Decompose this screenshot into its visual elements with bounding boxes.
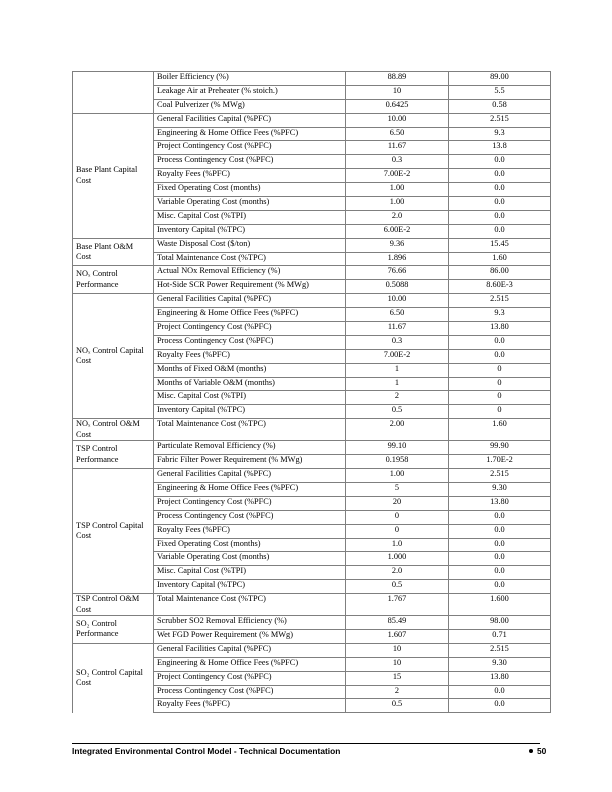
parameter-cell: Project Contingency Cost (%PFC) <box>154 322 346 336</box>
parameter-cell: General Facilities Capital (%PFC) <box>154 294 346 308</box>
value-cell-1: 76.66 <box>346 266 449 280</box>
parameter-cell: Variable Operating Cost (months) <box>154 552 346 566</box>
parameter-cell: Project Contingency Cost (%PFC) <box>154 671 346 685</box>
value-cell-1: 20 <box>346 496 449 510</box>
value-cell-1: 0.5 <box>346 580 449 594</box>
value-cell-1: 7.00E-2 <box>346 169 449 183</box>
value-cell-2: 98.00 <box>449 616 551 630</box>
parameter-cell: Inventory Capital (%TPC) <box>154 224 346 238</box>
parameter-cell: Process Contingency Cost (%PFC) <box>154 335 346 349</box>
parameter-cell: Project Contingency Cost (%PFC) <box>154 141 346 155</box>
value-cell-2: 0.71 <box>449 629 551 643</box>
parameter-cell: General Facilities Capital (%PFC) <box>154 113 346 127</box>
value-cell-2: 0.0 <box>449 155 551 169</box>
value-cell-1: 0 <box>346 510 449 524</box>
value-cell-1: 1.00 <box>346 183 449 197</box>
value-cell-2: 5.5 <box>449 85 551 99</box>
value-cell-2: 2.515 <box>449 643 551 657</box>
value-cell-2: 13.80 <box>449 496 551 510</box>
parameter-cell: Total Maintenance Cost (%TPC) <box>154 419 346 441</box>
value-cell-1: 2 <box>346 391 449 405</box>
value-cell-2: 9.3 <box>449 127 551 141</box>
category-cell: SO₂ Control Capital Cost <box>73 643 154 712</box>
value-cell-2: 0.0 <box>449 335 551 349</box>
parameter-cell: Process Contingency Cost (%PFC) <box>154 685 346 699</box>
value-cell-2: 8.60E-3 <box>449 280 551 294</box>
parameter-cell: General Facilities Capital (%PFC) <box>154 643 346 657</box>
value-cell-1: 2.0 <box>346 566 449 580</box>
parameter-cell: Engineering & Home Office Fees (%PFC) <box>154 482 346 496</box>
value-cell-1: 0.5 <box>346 405 449 419</box>
value-cell-2: 13.8 <box>449 141 551 155</box>
value-cell-2: 0 <box>449 377 551 391</box>
value-cell-2: 0.0 <box>449 685 551 699</box>
parameter-cell: Coal Pulverizer (% MWg) <box>154 99 346 113</box>
table-row <box>73 441 551 455</box>
value-cell-2: 1.60 <box>449 252 551 266</box>
category-cell: Base Plant O&M Cost <box>73 238 154 266</box>
table-row <box>73 294 551 308</box>
parameter-cell: Inventory Capital (%TPC) <box>154 405 346 419</box>
value-cell-1: 1.896 <box>346 252 449 266</box>
parameter-table-body <box>73 72 551 713</box>
value-cell-1: 6.50 <box>346 308 449 322</box>
parameter-cell: Wet FGD Power Requirement (% MWg) <box>154 629 346 643</box>
value-cell-1: 99.10 <box>346 441 449 455</box>
value-cell-2: 1.600 <box>449 594 551 616</box>
parameter-cell: Fixed Operating Cost (months) <box>154 183 346 197</box>
value-cell-1: 88.89 <box>346 72 449 86</box>
category-cell: Base Plant Capital Cost <box>73 113 154 238</box>
value-cell-2: 0 <box>449 363 551 377</box>
value-cell-2: 99.90 <box>449 441 551 455</box>
table-row <box>73 72 551 86</box>
value-cell-2: 0.0 <box>449 699 551 713</box>
table-row <box>73 419 551 441</box>
value-cell-2: 9.30 <box>449 482 551 496</box>
value-cell-2: 86.00 <box>449 266 551 280</box>
value-cell-1: 5 <box>346 482 449 496</box>
value-cell-2: 0.0 <box>449 169 551 183</box>
parameter-cell: Waste Disposal Cost ($/ton) <box>154 238 346 252</box>
value-cell-2: 0.0 <box>449 552 551 566</box>
value-cell-2: 15.45 <box>449 238 551 252</box>
parameter-cell: Months of Variable O&M (months) <box>154 377 346 391</box>
value-cell-1: 0 <box>346 524 449 538</box>
parameter-cell: Engineering & Home Office Fees (%PFC) <box>154 127 346 141</box>
parameter-cell: General Facilities Capital (%PFC) <box>154 469 346 483</box>
value-cell-1: 2 <box>346 685 449 699</box>
value-cell-1: 0.1958 <box>346 455 449 469</box>
category-cell: NOₓ Control O&M Cost <box>73 419 154 441</box>
parameter-table <box>72 71 551 713</box>
value-cell-1: 1 <box>346 363 449 377</box>
parameter-cell: Fixed Operating Cost (months) <box>154 538 346 552</box>
parameter-cell: Process Contingency Cost (%PFC) <box>154 155 346 169</box>
parameter-cell: Leakage Air at Preheater (% stoich.) <box>154 85 346 99</box>
table-row <box>73 469 551 483</box>
page-number: 50 <box>537 746 547 756</box>
footer-title: Integrated Environmental Control Model - Technical Documentation <box>72 746 341 756</box>
parameter-cell: Royalty Fees (%PFC) <box>154 524 346 538</box>
value-cell-2: 9.30 <box>449 657 551 671</box>
value-cell-1: 7.00E-2 <box>346 349 449 363</box>
value-cell-2: 0.0 <box>449 524 551 538</box>
value-cell-1: 2.00 <box>346 419 449 441</box>
value-cell-1: 85.49 <box>346 616 449 630</box>
value-cell-2: 9.3 <box>449 308 551 322</box>
parameter-cell: Project Contingency Cost (%PFC) <box>154 496 346 510</box>
value-cell-1: 10.00 <box>346 113 449 127</box>
parameter-cell: Hot-Side SCR Power Requirement (% MWg) <box>154 280 346 294</box>
value-cell-1: 10 <box>346 85 449 99</box>
value-cell-1: 15 <box>346 671 449 685</box>
value-cell-1: 10.00 <box>346 294 449 308</box>
value-cell-2: 1.60 <box>449 419 551 441</box>
category-cell: TSP Control O&M Cost <box>73 594 154 616</box>
value-cell-1: 1.607 <box>346 629 449 643</box>
value-cell-2: 0.58 <box>449 99 551 113</box>
footer-bullet-icon <box>529 749 533 753</box>
value-cell-2: 2.515 <box>449 113 551 127</box>
category-cell: TSP Control Performance <box>73 441 154 469</box>
value-cell-1: 10 <box>346 643 449 657</box>
category-cell: NOₓ Control Capital Cost <box>73 294 154 419</box>
value-cell-2: 0.0 <box>449 349 551 363</box>
parameter-cell: Misc. Capital Cost (%TPI) <box>154 391 346 405</box>
parameter-cell: Boiler Efficiency (%) <box>154 72 346 86</box>
value-cell-1: 6.00E-2 <box>346 224 449 238</box>
parameter-cell: Scrubber SO2 Removal Efficiency (%) <box>154 616 346 630</box>
category-cell: TSP Control Capital Cost <box>73 469 154 594</box>
table-row <box>73 113 551 127</box>
parameter-table-container <box>72 71 550 713</box>
value-cell-2: 0 <box>449 391 551 405</box>
value-cell-1: 1.00 <box>346 197 449 211</box>
footer-divider <box>72 743 540 744</box>
value-cell-1: 2.0 <box>346 210 449 224</box>
value-cell-2: 0.0 <box>449 197 551 211</box>
value-cell-2: 0.0 <box>449 224 551 238</box>
parameter-cell: Months of Fixed O&M (months) <box>154 363 346 377</box>
value-cell-2: 2.515 <box>449 469 551 483</box>
parameter-cell: Engineering & Home Office Fees (%PFC) <box>154 308 346 322</box>
parameter-cell: Royalty Fees (%PFC) <box>154 349 346 363</box>
value-cell-1: 10 <box>346 657 449 671</box>
parameter-cell: Engineering & Home Office Fees (%PFC) <box>154 657 346 671</box>
value-cell-1: 11.67 <box>346 141 449 155</box>
parameter-cell: Fabric Filter Power Requirement (% MWg) <box>154 455 346 469</box>
value-cell-2: 0.0 <box>449 580 551 594</box>
value-cell-2: 13.80 <box>449 671 551 685</box>
category-cell: NOₓ Control Performance <box>73 266 154 294</box>
parameter-cell: Variable Operating Cost (months) <box>154 197 346 211</box>
parameter-cell: Inventory Capital (%TPC) <box>154 580 346 594</box>
value-cell-1: 0.5088 <box>346 280 449 294</box>
value-cell-1: 1.000 <box>346 552 449 566</box>
value-cell-2: 0.0 <box>449 210 551 224</box>
value-cell-2: 13.80 <box>449 322 551 336</box>
table-row <box>73 266 551 280</box>
value-cell-2: 89.00 <box>449 72 551 86</box>
value-cell-1: 9.36 <box>346 238 449 252</box>
table-row <box>73 616 551 630</box>
parameter-cell: Misc. Capital Cost (%TPI) <box>154 566 346 580</box>
value-cell-1: 0.6425 <box>346 99 449 113</box>
category-cell: SO₂ Control Performance <box>73 616 154 644</box>
parameter-cell: Process Contingency Cost (%PFC) <box>154 510 346 524</box>
value-cell-2: 1.70E-2 <box>449 455 551 469</box>
value-cell-1: 1 <box>346 377 449 391</box>
table-row <box>73 238 551 252</box>
value-cell-1: 0.5 <box>346 699 449 713</box>
value-cell-2: 0.0 <box>449 183 551 197</box>
parameter-cell: Total Maintenance Cost (%TPC) <box>154 252 346 266</box>
parameter-cell: Total Maintenance Cost (%TPC) <box>154 594 346 616</box>
value-cell-2: 2.515 <box>449 294 551 308</box>
value-cell-1: 0.3 <box>346 335 449 349</box>
value-cell-1: 0.3 <box>346 155 449 169</box>
category-cell <box>73 72 154 114</box>
value-cell-2: 0.0 <box>449 566 551 580</box>
parameter-cell: Actual NOx Removal Efficiency (%) <box>154 266 346 280</box>
parameter-cell: Royalty Fees (%PFC) <box>154 699 346 713</box>
parameter-cell: Particulate Removal Efficiency (%) <box>154 441 346 455</box>
parameter-cell: Royalty Fees (%PFC) <box>154 169 346 183</box>
value-cell-2: 0.0 <box>449 510 551 524</box>
parameter-cell: Misc. Capital Cost (%TPI) <box>154 210 346 224</box>
table-row <box>73 594 551 616</box>
value-cell-1: 1.0 <box>346 538 449 552</box>
value-cell-1: 11.67 <box>346 322 449 336</box>
value-cell-1: 1.00 <box>346 469 449 483</box>
value-cell-1: 6.50 <box>346 127 449 141</box>
value-cell-2: 0.0 <box>449 538 551 552</box>
value-cell-2: 0 <box>449 405 551 419</box>
value-cell-1: 1.767 <box>346 594 449 616</box>
table-row <box>73 643 551 657</box>
